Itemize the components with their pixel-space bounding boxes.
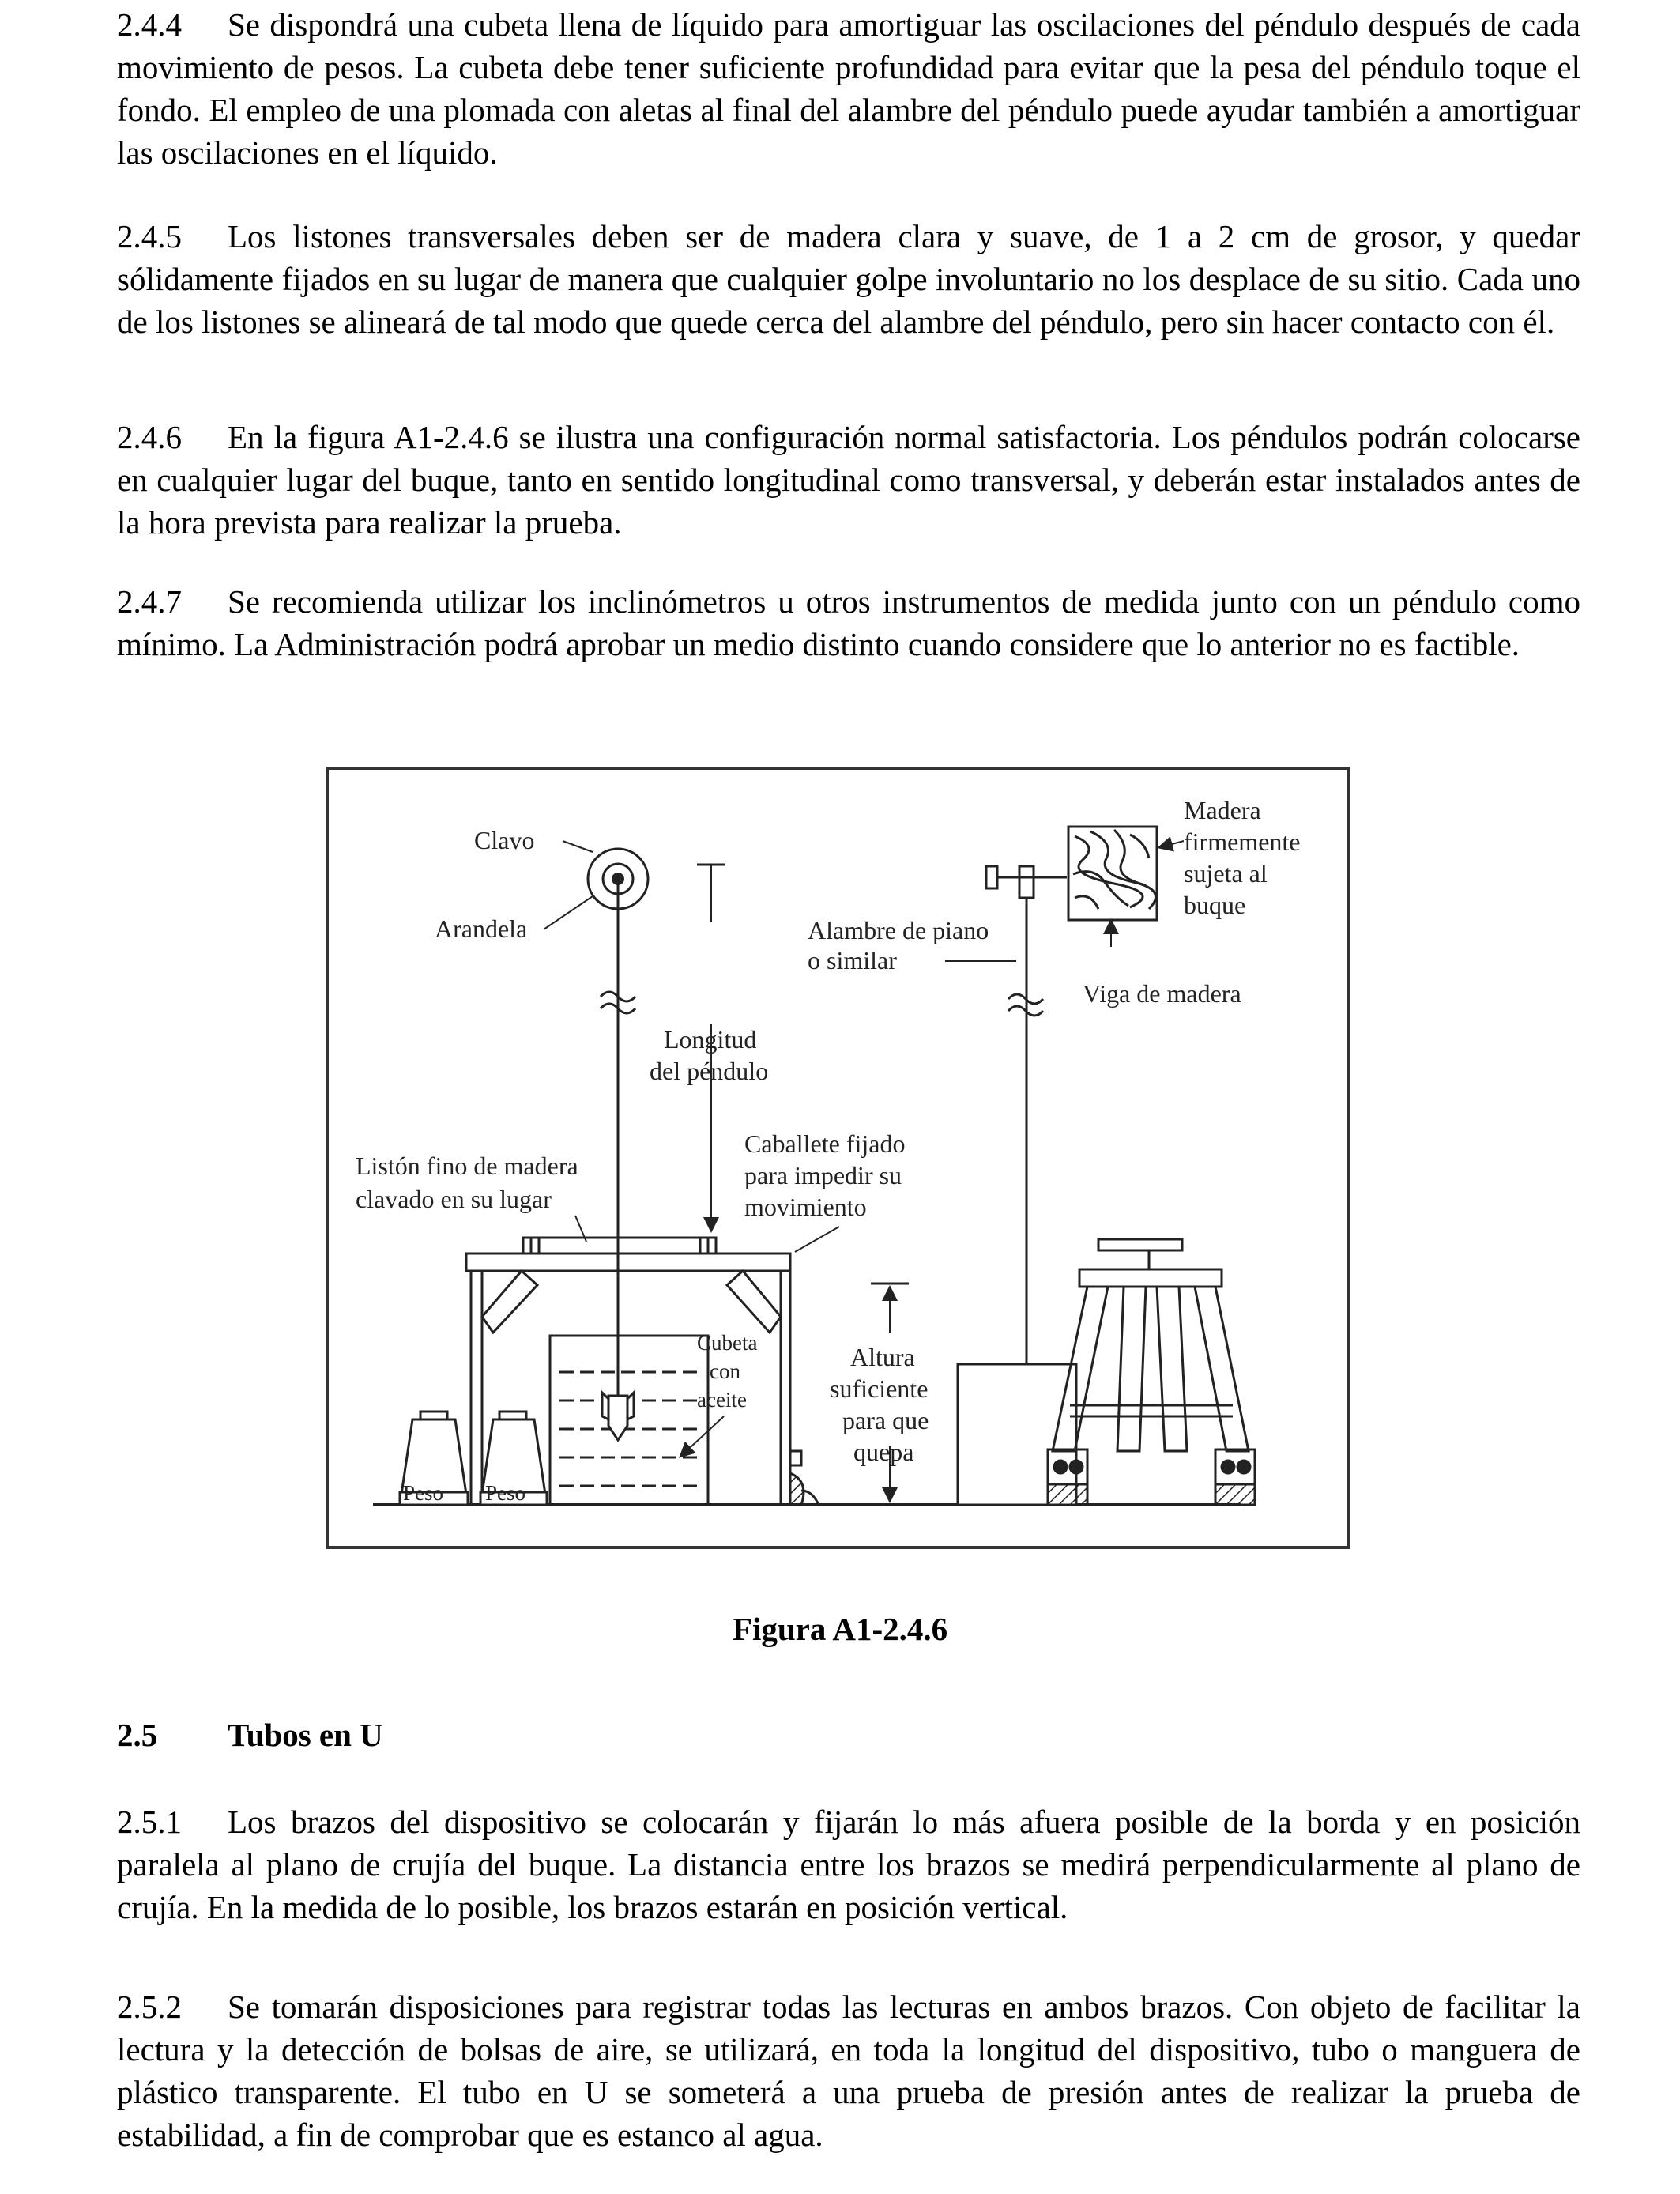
figure-caption: Figura A1-2.4.6 [732, 1611, 948, 1647]
label-alambre-2: o similar [808, 946, 897, 974]
label-liston-1: Listón fino de madera [356, 1152, 578, 1180]
label-aceite: aceite [697, 1388, 747, 1412]
label-para-que: para que [842, 1406, 929, 1434]
label-cubeta: Cubeta [697, 1331, 758, 1355]
paragraph-number: 2.4.7 [117, 583, 182, 620]
label-longitud: Longitud [664, 1025, 757, 1054]
paragraph-number: 2.5.1 [117, 1804, 182, 1840]
label-madera-1: Madera [1184, 796, 1261, 824]
paragraph-text: Los brazos del dispositivo se colocarán y fijarán lo más afuera posible de la borda y en posición paralela al plano de crujía del buque. La distancia entre los brazos se medirá perpendicularmente al plano de crujía. En la medida de lo posible, los brazos estarán en posición vertical. [117, 1804, 1580, 1925]
paragraph-2-5-1 [117, 1800, 1580, 1928]
pendulum-setup-figure [324, 763, 1351, 1554]
section-title: Tubos en U [228, 1717, 383, 1753]
paragraph-text: Se recomienda utilizar los inclinómetros u otros instrumentos de medida junto con un péndulo como mínimo. La Administración podrá aprobar un medio distinto cuando considere que lo anterior no es factible. [117, 583, 1580, 662]
label-madera-4: buque [1184, 891, 1246, 919]
paragraph-text: Los listones transversales deben ser de madera clara y suave, de 1 a 2 cm de grosor, y quedar sólidamente fijados en su lugar de manera que cualquier golpe involuntario no los desplace de su sitio. Cada uno de los listones se alineará de tal modo que quede cerca del alambre del péndulo, pero sin hacer contacto con él. [117, 218, 1580, 340]
section-number: 2.5 [117, 1717, 158, 1753]
label-arandela: Arandela [435, 914, 528, 943]
section-heading [117, 1713, 383, 1756]
paragraph-number: 2.4.6 [117, 419, 182, 455]
label-liston-2: clavado en su lugar [356, 1185, 552, 1213]
label-del-pendulo: del péndulo [650, 1057, 769, 1085]
label-suficiente: suficiente [830, 1374, 929, 1403]
label-caballete-1: Caballete fijado [744, 1129, 906, 1158]
pendulum-diagram [324, 763, 1351, 1554]
paragraph-2-4-7 [117, 580, 1580, 665]
paragraph-2-4-4 [117, 3, 1580, 174]
paragraph-2-4-5 [117, 215, 1580, 343]
paragraph-number: 2.4.4 [117, 6, 182, 43]
label-peso-2: Peso [485, 1481, 526, 1505]
label-quepa: quepa [853, 1438, 914, 1466]
paragraph-text: Se dispondrá una cubeta llena de líquido para amortiguar las oscilaciones del péndulo después de cada movimiento de pesos. La cubeta debe tener suficiente profundidad para evitar que la pesa del péndulo toque el fondo. El empleo de una plomada con aletas al final del alambre del péndulo puede ayudar también a amortiguar las oscilaciones en el líquido. [117, 6, 1580, 171]
paragraph-text: En la figura A1-2.4.6 se ilustra una configuración normal satisfactoria. Los péndulos podrán colocarse en cualquier lugar del buque, tanto en sentido longitudinal como transversal, y deberán estar instalados antes de la hora prevista para realizar la prueba. [117, 419, 1580, 541]
label-peso-1: Peso [403, 1481, 444, 1505]
label-madera-2: firmemente [1184, 827, 1301, 856]
label-alambre-1: Alambre de piano [808, 916, 989, 944]
label-viga: Viga de madera [1083, 979, 1241, 1008]
paragraph-2-4-6 [117, 416, 1580, 544]
label-clavo: Clavo [474, 826, 535, 854]
paragraph-2-5-2 [117, 1985, 1580, 2156]
label-caballete-3: movimiento [744, 1193, 867, 1221]
label-madera-3: sujeta al [1184, 859, 1268, 888]
paragraph-number: 2.4.5 [117, 218, 182, 254]
label-altura: Altura [850, 1343, 915, 1371]
label-caballete-2: para impedir su [744, 1161, 902, 1189]
paragraph-number: 2.5.2 [117, 1989, 182, 2025]
paragraph-text: Se tomarán disposiciones para registrar todas las lecturas en ambos brazos. Con objeto de facilitar la lectura y la detección de bolsas de aire, se utilizará, en toda la longitud del dispositivo, tubo o manguera de plástico transparente. El tubo en U se someterá a una prueba de presión antes de realizar la prueba de estabilidad, a fin de comprobar que es estanco al agua. [117, 1989, 1580, 2153]
label-con: con [710, 1359, 740, 1383]
